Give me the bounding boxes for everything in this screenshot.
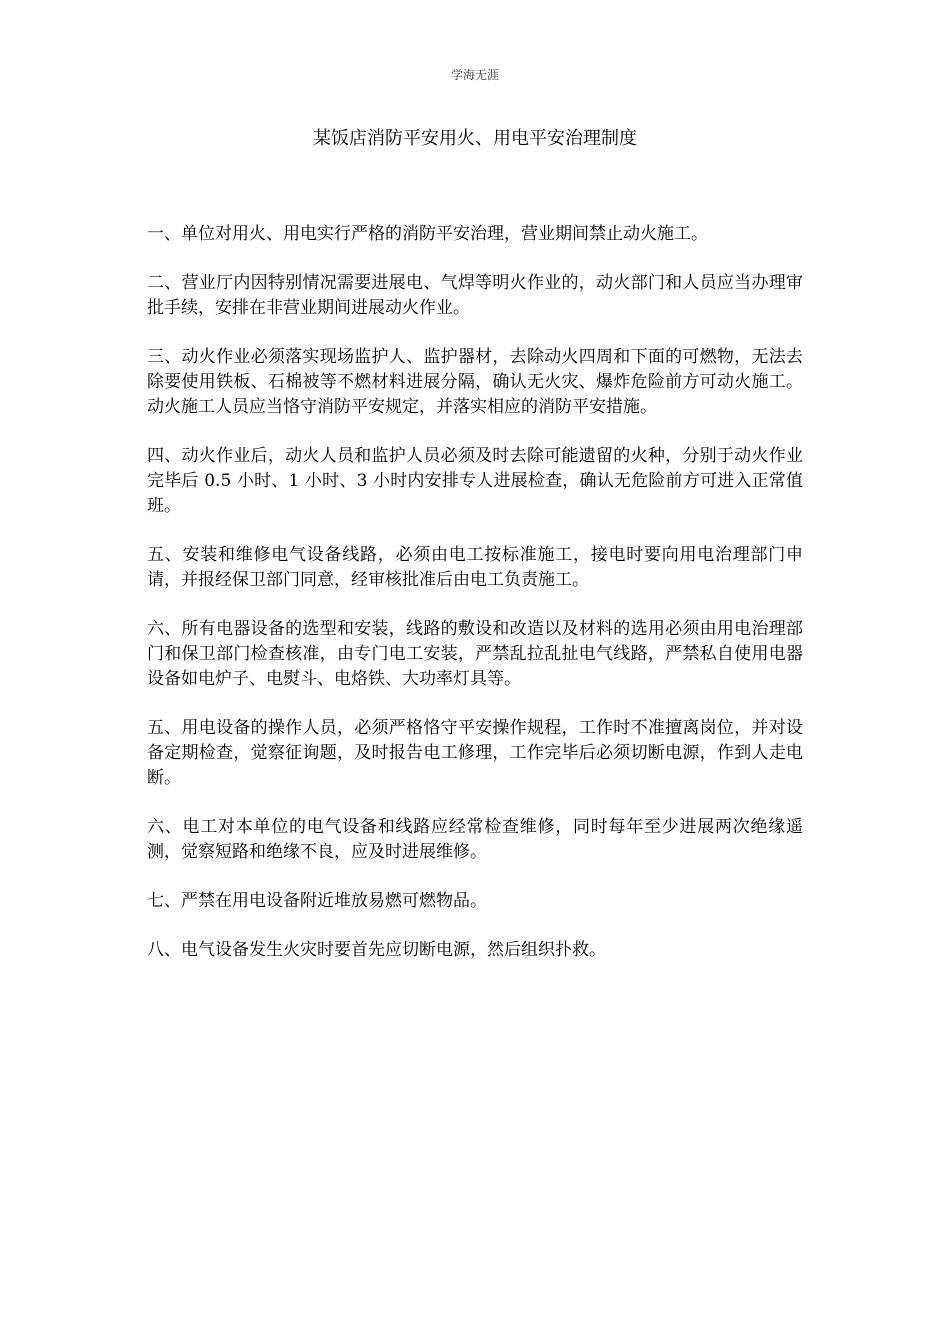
paragraph-2: 二、营业厅内因特别情况需要进展电、气焊等明火作业的，动火部门和人员应当办理审批手续，安排在非营业期间进展动火作业。 — [147, 273, 803, 318]
page-header: 学海无涯 — [450, 68, 499, 82]
paragraph-8: 六、电工对本单位的电气设备和线路应经常检查维修，同时每年至少进展两次绝缘遥测，觉察短路和绝缘不良，应及时进展维修。 — [147, 817, 803, 862]
paragraph-4: 四、动火作业后，动火人员和监护人员必须及时去除可能遗留的火种，分别于动火作业完毕后 0.5 小时、1 小时、3 小时内安排专人进展检查，确认无危险前方可进入正常值班。 — [147, 446, 803, 516]
paragraph-6: 六、所有电器设备的选型和安装，线路的敷设和改造以及材料的选用必须由用电治理部门和保卫部门检查核准，由专门电工安装，严禁乱拉乱扯电气线路，严禁私自使用电器设备如电炉子、电熨斗、电烙铁、大功率灯具等。 — [147, 619, 803, 689]
paragraph-1: 一、单位对用火、用电实行严格的消防平安治理，营业期间禁止动火施工。 — [147, 224, 708, 244]
paragraph-9: 七、严禁在用电设备附近堆放易燃可燃物品。 — [147, 891, 487, 911]
paragraph-10: 八、电气设备发生火灾时要首先应切断电源，然后组织扑救。 — [147, 940, 606, 960]
document-body — [147, 222, 803, 987]
paragraph-5: 五、安装和维修电气设备线路，必须由电工按标准施工，接电时要向用电治理部门申请，并报经保卫部门同意，经审核批准后由电工负责施工。 — [147, 545, 803, 590]
paragraph-3: 三、动火作业必须落实现场监护人、监护器材，去除动火四周和下面的可燃物，无法去除要使用铁板、石棉被等不燃材料进展分隔，确认无火灾、爆炸危险前方可动火施工。动火施工人员应当恪守消防平安规定，并落实相应的消防平安措施。 — [147, 347, 803, 417]
paragraph-7: 五、用电设备的操作人员，必须严格恪守平安操作规程，工作时不准擅离岗位，并对设备定期检查，觉察征询题，及时报告电工修理，工作完毕后必须切断电源，作到人走电断。 — [147, 718, 803, 788]
document-title: 某饭店消防平安用火、用电平安治理制度 — [313, 128, 637, 149]
